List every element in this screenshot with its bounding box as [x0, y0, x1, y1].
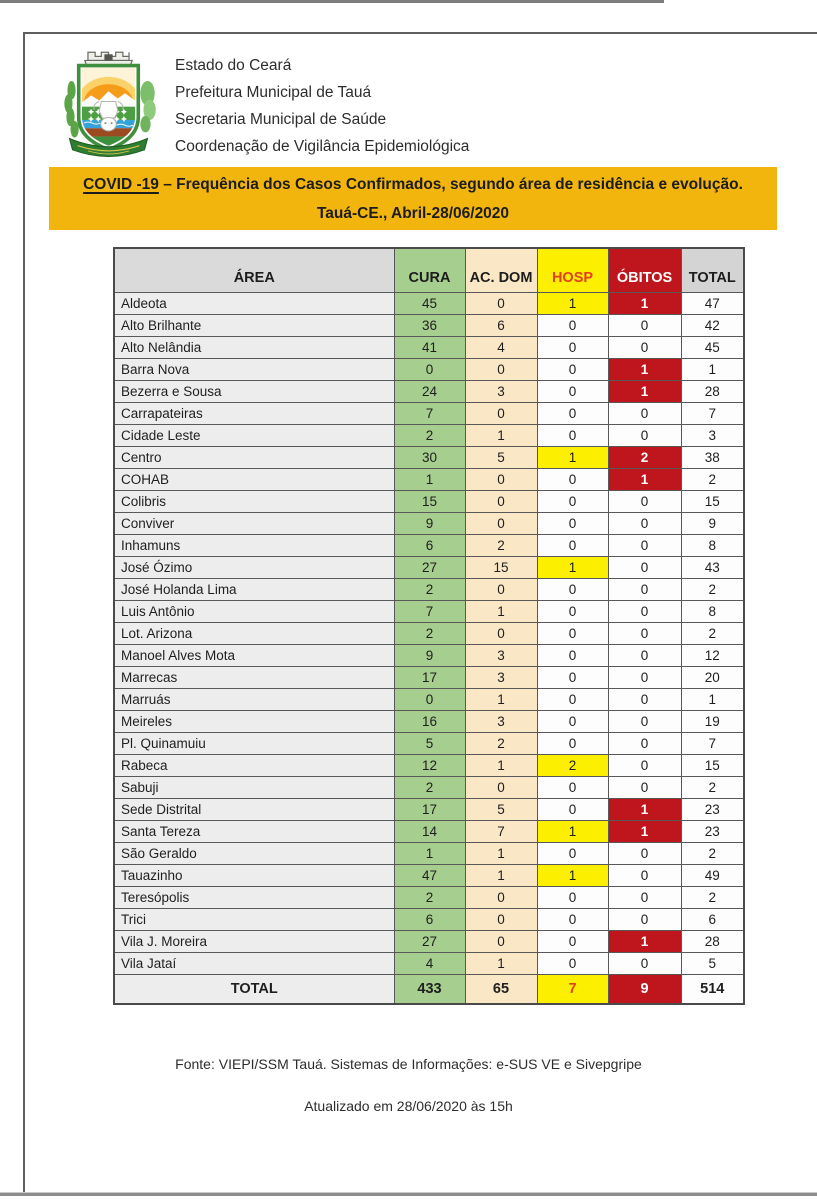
table-row: [114, 799, 744, 821]
area-cell: Centro: [114, 447, 394, 469]
total-cell: 45: [681, 337, 744, 359]
ac-dom-cell: 0: [465, 513, 537, 535]
obitos-cell: 0: [608, 645, 681, 667]
obitos-cell: 0: [608, 315, 681, 337]
cura-cell: 12: [394, 755, 465, 777]
ac-dom-cell: 3: [465, 381, 537, 403]
cura-cell: 2: [394, 777, 465, 799]
hosp-cell: 0: [537, 403, 608, 425]
report-title: [49, 176, 777, 194]
hosp-cell: 1: [537, 557, 608, 579]
cura-cell: 7: [394, 601, 465, 623]
table-row: [114, 425, 744, 447]
cura-cell: 4: [394, 953, 465, 975]
obitos-cell: 1: [608, 799, 681, 821]
cura-cell: 1: [394, 469, 465, 491]
ac-dom-cell: 1: [465, 843, 537, 865]
cura-cell: 6: [394, 535, 465, 557]
org-line-state: Estado do Ceará: [175, 57, 292, 74]
table-row: [114, 381, 744, 403]
table-row: [114, 777, 744, 799]
total-cell: 23: [681, 821, 744, 843]
table-row: [114, 887, 744, 909]
ac-dom-cell: 0: [465, 403, 537, 425]
total-cell: 43: [681, 557, 744, 579]
total-cell: 2: [681, 843, 744, 865]
ac-dom-cell: 3: [465, 645, 537, 667]
covid-label: COVID -19: [83, 176, 159, 193]
hosp-cell: 1: [537, 293, 608, 315]
table-row: [114, 337, 744, 359]
scan-artifact-bottom: [0, 1192, 817, 1196]
table-row: [114, 293, 744, 315]
total-cell: 8: [681, 601, 744, 623]
table-row: [114, 623, 744, 645]
hosp-cell: 0: [537, 513, 608, 535]
table-row: [114, 513, 744, 535]
area-cell: Aldeota: [114, 293, 394, 315]
obitos-cell: 1: [608, 359, 681, 381]
org-identification: [175, 52, 625, 160]
total-row: [114, 975, 744, 1005]
total-obitos-cell: 9: [608, 975, 681, 1005]
table-row: [114, 843, 744, 865]
hosp-cell: 0: [537, 711, 608, 733]
hosp-cell: 0: [537, 777, 608, 799]
obitos-cell: 0: [608, 623, 681, 645]
hosp-cell: 2: [537, 755, 608, 777]
hosp-cell: 0: [537, 667, 608, 689]
scan-artifact-top: [0, 0, 664, 3]
org-line-prefeitura: Prefeitura Municipal de Tauá: [175, 84, 372, 101]
table-row: [114, 359, 744, 381]
ac-dom-cell: 3: [465, 667, 537, 689]
hosp-cell: 0: [537, 953, 608, 975]
total-cell: 9: [681, 513, 744, 535]
col-header-area: ÁREA: [114, 248, 394, 293]
col-header-obitos: ÓBITOS: [608, 248, 681, 293]
cura-cell: 27: [394, 931, 465, 953]
total-cell: 15: [681, 755, 744, 777]
ac-dom-cell: 0: [465, 359, 537, 381]
obitos-cell: 2: [608, 447, 681, 469]
area-cell: Sabuji: [114, 777, 394, 799]
area-cell: Vila Jataí: [114, 953, 394, 975]
cura-cell: 6: [394, 909, 465, 931]
hosp-cell: 0: [537, 645, 608, 667]
total-ac-dom-cell: 65: [465, 975, 537, 1005]
area-cell: Santa Tereza: [114, 821, 394, 843]
area-cell: Sede Distrital: [114, 799, 394, 821]
obitos-cell: 1: [608, 469, 681, 491]
cura-cell: 9: [394, 645, 465, 667]
table-row: [114, 931, 744, 953]
obitos-cell: 0: [608, 689, 681, 711]
ac-dom-cell: 0: [465, 887, 537, 909]
table-row: [114, 491, 744, 513]
ac-dom-cell: 0: [465, 491, 537, 513]
area-cell: Luis Antônio: [114, 601, 394, 623]
ac-dom-cell: 0: [465, 579, 537, 601]
org-line-coordenacao: Coordenação de Vigilância Epidemiológica: [175, 138, 470, 155]
ac-dom-cell: 1: [465, 689, 537, 711]
covid-cases-table: [113, 247, 745, 1005]
obitos-cell: 0: [608, 601, 681, 623]
org-line-secretaria: Secretaria Municipal de Saúde: [175, 111, 387, 128]
ac-dom-cell: 0: [465, 909, 537, 931]
table-row: [114, 403, 744, 425]
updated-note: Atualizado em 28/06/2020 às 15h: [304, 1098, 513, 1114]
total-cell: 1: [681, 359, 744, 381]
cura-cell: 47: [394, 865, 465, 887]
table-row: [114, 733, 744, 755]
table-row: [114, 953, 744, 975]
cura-cell: 7: [394, 403, 465, 425]
obitos-cell: 0: [608, 403, 681, 425]
obitos-cell: 0: [608, 711, 681, 733]
area-cell: Carrapateiras: [114, 403, 394, 425]
total-cell: 7: [681, 733, 744, 755]
cura-cell: 45: [394, 293, 465, 315]
table-row: [114, 645, 744, 667]
area-cell: Marrecas: [114, 667, 394, 689]
table-row: [114, 755, 744, 777]
cura-cell: 2: [394, 887, 465, 909]
cura-cell: 0: [394, 359, 465, 381]
ac-dom-cell: 1: [465, 601, 537, 623]
area-cell: Manoel Alves Mota: [114, 645, 394, 667]
hosp-cell: 0: [537, 887, 608, 909]
cura-cell: 27: [394, 557, 465, 579]
ac-dom-cell: 1: [465, 865, 537, 887]
area-cell: Marruás: [114, 689, 394, 711]
total-cell: 49: [681, 865, 744, 887]
obitos-cell: 0: [608, 843, 681, 865]
table-row: [114, 689, 744, 711]
obitos-cell: 0: [608, 491, 681, 513]
obitos-cell: 0: [608, 865, 681, 887]
hosp-cell: 1: [537, 821, 608, 843]
hosp-cell: 0: [537, 315, 608, 337]
obitos-cell: 0: [608, 667, 681, 689]
hosp-cell: 0: [537, 535, 608, 557]
ac-dom-cell: 15: [465, 557, 537, 579]
area-cell: Inhamuns: [114, 535, 394, 557]
cura-cell: 5: [394, 733, 465, 755]
obitos-cell: 1: [608, 381, 681, 403]
total-label-cell: TOTAL: [114, 975, 394, 1005]
total-cell: 2: [681, 777, 744, 799]
col-header-hosp: HOSP: [537, 248, 608, 293]
col-header-total: TOTAL: [681, 248, 744, 293]
area-cell: Alto Nelândia: [114, 337, 394, 359]
obitos-cell: 0: [608, 579, 681, 601]
title-banner: [49, 167, 777, 230]
obitos-cell: 0: [608, 425, 681, 447]
area-cell: Rabeca: [114, 755, 394, 777]
source-note: Fonte: VIEPI/SSM Tauá. Sistemas de Informações: e-SUS VE e Sivepgripe: [175, 1056, 642, 1072]
total-total-cell: 514: [681, 975, 744, 1005]
hosp-cell: 0: [537, 601, 608, 623]
table-row: [114, 909, 744, 931]
area-cell: Teresópolis: [114, 887, 394, 909]
area-cell: Conviver: [114, 513, 394, 535]
table-row: [114, 821, 744, 843]
total-hosp-cell: 7: [537, 975, 608, 1005]
obitos-cell: 0: [608, 909, 681, 931]
hosp-cell: 0: [537, 469, 608, 491]
total-cell: 19: [681, 711, 744, 733]
ac-dom-cell: 0: [465, 931, 537, 953]
ac-dom-cell: 6: [465, 315, 537, 337]
ac-dom-cell: 3: [465, 711, 537, 733]
area-cell: Pl. Quinamuiu: [114, 733, 394, 755]
total-cell: 3: [681, 425, 744, 447]
total-cell: 42: [681, 315, 744, 337]
obitos-cell: 0: [608, 953, 681, 975]
cura-cell: 9: [394, 513, 465, 535]
area-cell: Tauazinho: [114, 865, 394, 887]
total-cell: 15: [681, 491, 744, 513]
col-header-cura: CURA: [394, 248, 465, 293]
total-cell: 6: [681, 909, 744, 931]
total-cell: 2: [681, 623, 744, 645]
hosp-cell: 0: [537, 909, 608, 931]
obitos-cell: 1: [608, 821, 681, 843]
total-cell: 1: [681, 689, 744, 711]
ac-dom-cell: 1: [465, 425, 537, 447]
ac-dom-cell: 0: [465, 293, 537, 315]
obitos-cell: 1: [608, 293, 681, 315]
total-cura-cell: 433: [394, 975, 465, 1005]
ac-dom-cell: 5: [465, 447, 537, 469]
obitos-cell: 0: [608, 337, 681, 359]
total-cell: 28: [681, 931, 744, 953]
obitos-cell: 0: [608, 513, 681, 535]
total-cell: 8: [681, 535, 744, 557]
table-row: [114, 315, 744, 337]
cura-cell: 2: [394, 579, 465, 601]
cura-cell: 1: [394, 843, 465, 865]
ac-dom-cell: 2: [465, 535, 537, 557]
report-title-rest: – Frequência dos Casos Confirmados, segundo área de residência e evolução.: [158, 176, 743, 193]
table-row: [114, 667, 744, 689]
total-cell: 2: [681, 579, 744, 601]
hosp-cell: 1: [537, 447, 608, 469]
hosp-cell: 0: [537, 579, 608, 601]
hosp-cell: 0: [537, 491, 608, 513]
cura-cell: 41: [394, 337, 465, 359]
cura-cell: 24: [394, 381, 465, 403]
ac-dom-cell: 1: [465, 953, 537, 975]
hosp-cell: 1: [537, 865, 608, 887]
ac-dom-cell: 2: [465, 733, 537, 755]
hosp-cell: 0: [537, 425, 608, 447]
area-cell: Colibris: [114, 491, 394, 513]
ac-dom-cell: 0: [465, 623, 537, 645]
area-cell: São Geraldo: [114, 843, 394, 865]
total-cell: 2: [681, 469, 744, 491]
total-cell: 2: [681, 887, 744, 909]
obitos-cell: 0: [608, 887, 681, 909]
obitos-cell: 0: [608, 733, 681, 755]
hosp-cell: 0: [537, 931, 608, 953]
hosp-cell: 0: [537, 689, 608, 711]
hosp-cell: 0: [537, 359, 608, 381]
cura-cell: 2: [394, 623, 465, 645]
hosp-cell: 0: [537, 733, 608, 755]
hosp-cell: 0: [537, 381, 608, 403]
table-row: [114, 865, 744, 887]
total-cell: 23: [681, 799, 744, 821]
table-row: [114, 447, 744, 469]
area-cell: COHAB: [114, 469, 394, 491]
ac-dom-cell: 0: [465, 469, 537, 491]
table-row: [114, 535, 744, 557]
ac-dom-cell: 4: [465, 337, 537, 359]
cura-cell: 16: [394, 711, 465, 733]
col-header-ac-dom: AC. DOM: [465, 248, 537, 293]
area-cell: Meireles: [114, 711, 394, 733]
area-cell: Bezerra e Sousa: [114, 381, 394, 403]
total-cell: 28: [681, 381, 744, 403]
hosp-cell: 0: [537, 799, 608, 821]
total-cell: 38: [681, 447, 744, 469]
table-row: [114, 711, 744, 733]
table-row: [114, 469, 744, 491]
municipal-crest-logo: [57, 44, 160, 157]
table-row: [114, 557, 744, 579]
obitos-cell: 0: [608, 777, 681, 799]
hosp-cell: 0: [537, 843, 608, 865]
total-cell: 47: [681, 293, 744, 315]
cura-cell: 17: [394, 799, 465, 821]
cura-cell: 15: [394, 491, 465, 513]
area-cell: Trici: [114, 909, 394, 931]
obitos-cell: 0: [608, 755, 681, 777]
cura-cell: 30: [394, 447, 465, 469]
cura-cell: 36: [394, 315, 465, 337]
cura-cell: 2: [394, 425, 465, 447]
cura-cell: 17: [394, 667, 465, 689]
cura-cell: 0: [394, 689, 465, 711]
total-cell: 5: [681, 953, 744, 975]
table-row: [114, 601, 744, 623]
cura-cell: 14: [394, 821, 465, 843]
area-cell: José Holanda Lima: [114, 579, 394, 601]
obitos-cell: 0: [608, 535, 681, 557]
table-row: [114, 579, 744, 601]
total-cell: 20: [681, 667, 744, 689]
table-header-row: [114, 248, 744, 293]
report-subtitle: Tauá-CE., Abril-28/06/2020: [316, 205, 510, 222]
area-cell: Alto Brilhante: [114, 315, 394, 337]
area-cell: Cidade Leste: [114, 425, 394, 447]
ac-dom-cell: 5: [465, 799, 537, 821]
area-cell: José Ózimo: [114, 557, 394, 579]
total-cell: 7: [681, 403, 744, 425]
hosp-cell: 0: [537, 337, 608, 359]
total-cell: 12: [681, 645, 744, 667]
obitos-cell: 0: [608, 557, 681, 579]
area-cell: Barra Nova: [114, 359, 394, 381]
area-cell: Vila J. Moreira: [114, 931, 394, 953]
obitos-cell: 1: [608, 931, 681, 953]
ac-dom-cell: 1: [465, 755, 537, 777]
ac-dom-cell: 0: [465, 777, 537, 799]
hosp-cell: 0: [537, 623, 608, 645]
ac-dom-cell: 7: [465, 821, 537, 843]
area-cell: Lot. Arizona: [114, 623, 394, 645]
